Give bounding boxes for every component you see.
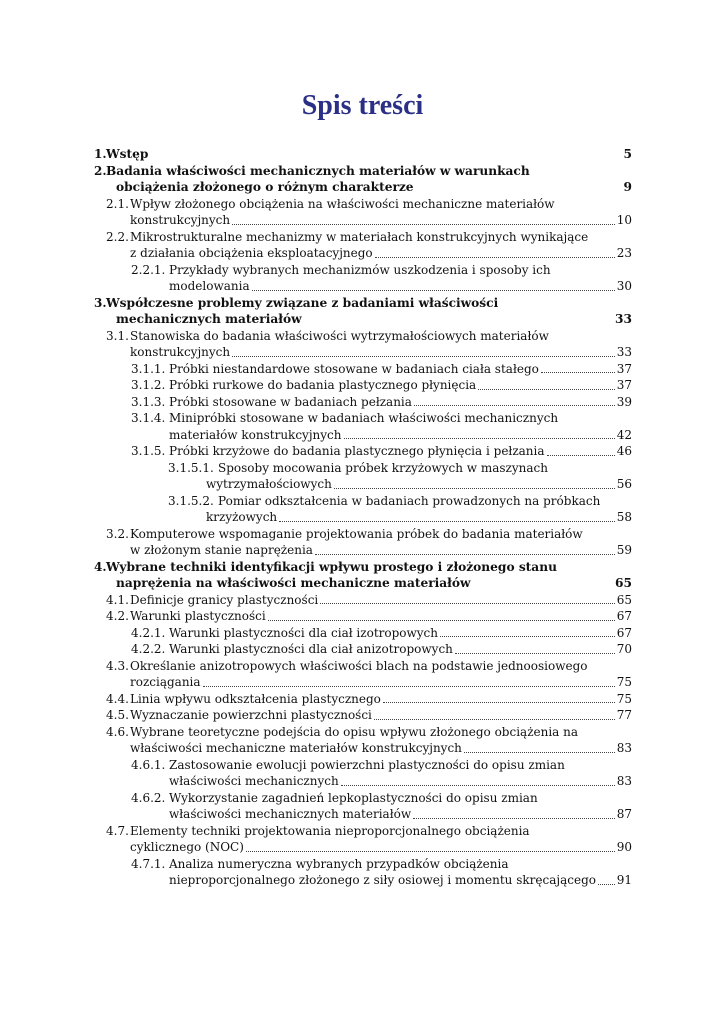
- toc-dot-leader: [541, 371, 615, 373]
- toc-entry-number: 2.1.: [106, 196, 129, 211]
- toc-entry-number: 3.1.3.: [131, 394, 166, 409]
- toc-entry-title: Warunki plastyczności: [130, 609, 266, 623]
- toc-entry-number: 3.1.2.: [131, 378, 166, 392]
- toc-dot-leader: [344, 437, 615, 439]
- toc-page-number: 75: [616, 675, 632, 689]
- toc-page-number: 37: [616, 378, 632, 392]
- toc-page-number: 83: [616, 741, 632, 755]
- toc-entry-title: z działania obciążenia eksploatacyjnego: [130, 246, 373, 260]
- toc-entry: [94, 823, 632, 856]
- toc-entry-title: Wpływ złożonego obciążenia na właściwości mechaniczne materiałów: [130, 196, 555, 211]
- toc-dot-leader: [598, 883, 615, 885]
- toc-entry: [94, 724, 632, 757]
- toc-entry-number: 3.1.: [106, 328, 129, 343]
- toc-entry-title: Wybrane techniki identyfikacji wpływu prostego i złożonego stanu: [106, 559, 557, 574]
- toc-page-number: 46: [616, 444, 632, 458]
- toc-entry-title: Wyznaczanie powierzchni plastyczności: [130, 708, 372, 722]
- toc-entry: [94, 526, 632, 559]
- toc-entry: [94, 592, 632, 609]
- toc-page-number: 87: [616, 807, 632, 821]
- toc-dot-leader: [246, 850, 615, 852]
- toc-dot-leader: [341, 784, 615, 786]
- toc-entry: [94, 856, 632, 889]
- toc-dot-leader: [232, 223, 615, 225]
- toc-entry: [94, 460, 632, 493]
- toc-dot-leader: [383, 701, 615, 703]
- toc-dot-leader: [440, 635, 615, 637]
- toc-entry-title: Wykorzystanie zagadnień lepkoplastyczności do opisu zmian: [169, 790, 538, 805]
- toc-entry-title: konstrukcyjnych: [130, 345, 231, 359]
- toc-entry-title: Pomiar odkształcenia w badaniach prowadzonych na próbkach: [218, 493, 601, 508]
- toc-entry: [94, 196, 632, 229]
- toc-page-number: 42: [616, 427, 632, 442]
- toc-page-number: 83: [616, 774, 632, 788]
- toc-dot-leader: [455, 652, 615, 654]
- toc-page-number: 33: [615, 312, 632, 326]
- toc-page-number: 56: [616, 477, 632, 491]
- toc-dot-leader: [320, 602, 614, 604]
- toc-entry: [94, 493, 632, 526]
- toc-page-number: 5: [623, 147, 632, 161]
- toc-entry: [94, 608, 632, 625]
- toc-entry-title: Próbki krzyżowe do badania plastycznego płynięcia i pełzania: [169, 444, 545, 458]
- toc-page-number: 30: [616, 279, 632, 293]
- toc-entry-title: Próbki niestandardowe stosowane w badaniach ciała stałego: [169, 361, 539, 376]
- toc-entry: [94, 757, 632, 790]
- toc-page-number: 91: [616, 873, 632, 887]
- toc-entry: [94, 295, 632, 328]
- toc-dot-leader: [203, 685, 615, 687]
- toc-page-number: 37: [616, 361, 632, 376]
- toc-entry-title: konstrukcyjnych: [130, 213, 231, 227]
- toc-dot-leader: [413, 817, 615, 819]
- toc-entry: [94, 146, 632, 163]
- toc-page-number: 23: [616, 246, 632, 260]
- toc-page-number: 58: [616, 510, 632, 524]
- toc-entry-title: Badania właściwości mechanicznych materiałów w warunkach: [106, 163, 530, 178]
- toc-dot-leader: [268, 619, 615, 621]
- toc-entry-number: 4.6.: [106, 724, 129, 739]
- toc-entry-title: Mikrostrukturalne mechanizmy w materiałach konstrukcyjnych wynikające: [130, 229, 589, 244]
- toc-entry-title: Wstęp: [106, 147, 149, 161]
- toc-entry-title: obciążenia złożonego o różnym charakterze: [116, 180, 414, 194]
- toc-entry-title: krzyżowych: [206, 510, 278, 524]
- toc-page-number: 77: [616, 708, 632, 722]
- toc-entry: [94, 691, 632, 708]
- toc-entry-title: Analiza numeryczna wybranych przypadków obciążenia: [169, 856, 509, 871]
- toc-entry-number: 4.7.1.: [131, 856, 166, 871]
- toc-page-number: 67: [616, 625, 632, 640]
- table-of-contents: [94, 146, 632, 889]
- toc-entry-title: wytrzymałościowych: [206, 477, 332, 491]
- toc-entry-number: 2.2.1.: [131, 262, 166, 277]
- toc-dot-leader: [279, 520, 615, 522]
- toc-entry-title: właściwości mechanicznych: [169, 774, 339, 788]
- toc-entry-title: Warunki plastyczności dla ciał anizotropowych: [169, 642, 453, 656]
- toc-page-number: 33: [616, 345, 632, 359]
- toc-entry-number: 4.3.: [106, 658, 129, 673]
- toc-entry-number: 4.4.: [106, 691, 129, 706]
- toc-entry-number: 3.1.1.: [131, 361, 166, 376]
- page-title: Spis treści: [301, 90, 424, 121]
- toc-entry-number: 4.5.: [106, 708, 129, 722]
- toc-page-number: 9: [623, 180, 632, 194]
- toc-entry: [94, 262, 632, 295]
- toc-entry-number: 3.1.5.2.: [168, 493, 214, 508]
- toc-entry-number: 4.2.1.: [131, 625, 166, 640]
- toc-entry: [94, 790, 632, 823]
- toc-entry-title: Wybrane teoretyczne podejścia do opisu wpływu złożonego obciążenia na: [130, 724, 579, 739]
- toc-dot-leader: [334, 487, 615, 489]
- toc-entry-title: Definicje granicy plastyczności: [130, 592, 319, 607]
- toc-entry-title: Zastosowanie ewolucji powierzchni plastyczności do opisu zmian: [169, 757, 565, 772]
- toc-dot-leader: [232, 355, 615, 357]
- toc-entry-title: mechanicznych materiałów: [116, 312, 302, 326]
- toc-entry-title: nieproporcjonalnego złożonego z siły osiowej i momentu skręcającego: [169, 873, 596, 887]
- toc-entry: [94, 229, 632, 262]
- toc-entry-title: Sposoby mocowania próbek krzyżowych w maszynach: [218, 460, 548, 475]
- toc-page-number: 65: [616, 592, 632, 607]
- toc-page-number: 10: [616, 213, 632, 227]
- toc-entry: [94, 443, 632, 460]
- toc-entry-number: 2.: [94, 163, 107, 178]
- toc-dot-leader: [547, 454, 615, 456]
- toc-entry-number: 4.2.2.: [131, 642, 166, 656]
- toc-entry: [94, 377, 632, 394]
- toc-entry-title: cyklicznego (NOC): [130, 840, 244, 854]
- toc-entry: [94, 394, 632, 411]
- toc-entry: [94, 625, 632, 642]
- toc-entry-number: 4.6.2.: [131, 790, 166, 805]
- toc-entry: [94, 658, 632, 691]
- toc-entry-title: Współczesne problemy związane z badaniami właściwości: [106, 295, 499, 310]
- toc-entry-title: w złożonym stanie naprężenia: [130, 543, 313, 557]
- toc-entry-number: 4.7.: [106, 823, 129, 838]
- toc-entry-title: Komputerowe wspomaganie projektowania próbek do badania materiałów: [130, 526, 583, 541]
- toc-entry: [94, 328, 632, 361]
- toc-entry-title: Elementy techniki projektowania nieproporcjonalnego obciążenia: [130, 823, 530, 838]
- toc-page-number: 70: [616, 642, 632, 656]
- toc-dot-leader: [414, 404, 615, 406]
- toc-entry-number: 3.: [94, 295, 107, 310]
- toc-entry-title: rozciągania: [130, 675, 201, 689]
- toc-entry-number: 4.: [94, 559, 107, 574]
- toc-page-number: 75: [616, 691, 632, 706]
- toc-entry: [94, 641, 632, 658]
- toc-entry-number: 3.1.5.1.: [168, 460, 214, 475]
- toc-dot-leader: [478, 388, 615, 390]
- toc-entry-number: 4.1.: [106, 592, 129, 607]
- toc-page-number: 90: [616, 840, 632, 854]
- toc-entry-number: 4.2.: [106, 609, 129, 623]
- toc-entry-title: naprężenia na właściwości mechaniczne materiałów: [116, 576, 471, 590]
- toc-entry-title: Linia wpływu odkształcenia plastycznego: [130, 691, 381, 706]
- toc-entry-number: 3.1.4.: [131, 411, 166, 425]
- toc-entry-title: materiałów konstrukcyjnych: [169, 427, 342, 442]
- toc-page-number: 59: [616, 543, 632, 557]
- toc-entry-number: 3.1.5.: [131, 444, 166, 458]
- toc-entry-title: Próbki rurkowe do badania plastycznego płynięcia: [169, 378, 477, 392]
- toc-entry-title: Przykłady wybranych mechanizmów uszkodzenia i sposoby ich: [169, 262, 551, 277]
- toc-dot-leader: [252, 289, 615, 291]
- toc-page-number: 65: [615, 576, 632, 590]
- toc-page-number: 67: [616, 609, 632, 623]
- toc-entry-title: Minipróbki stosowane w badaniach właściwości mechanicznych: [169, 411, 559, 425]
- toc-entry-title: Warunki plastyczności dla ciał izotropowych: [169, 625, 439, 640]
- toc-dot-leader: [374, 718, 615, 720]
- toc-entry: [94, 559, 632, 592]
- toc-page-number: 39: [616, 394, 632, 409]
- toc-entry-title: modelowania: [169, 279, 250, 293]
- toc-entry: [94, 707, 632, 724]
- toc-entry-title: właściwości mechaniczne materiałów konstrukcyjnych: [130, 741, 462, 755]
- toc-entry-title: Określanie anizotropowych właściwości blach na podstawie jednoosiowego: [130, 658, 588, 673]
- toc-entry-title: Stanowiska do badania właściwości wytrzymałościowych materiałów: [130, 328, 549, 343]
- toc-entry-number: 3.2.: [106, 526, 129, 541]
- toc-dot-leader: [315, 553, 615, 555]
- toc-entry-number: 2.2.: [106, 229, 129, 244]
- toc-entry: [94, 163, 632, 196]
- toc-entry-title: Próbki stosowane w badaniach pełzania: [169, 394, 412, 409]
- toc-dot-leader: [375, 256, 615, 258]
- toc-entry-number: 1.: [94, 147, 107, 161]
- toc-entry: [94, 410, 632, 443]
- toc-entry-number: 4.6.1.: [131, 757, 166, 772]
- toc-entry-title: właściwości mechanicznych materiałów: [169, 807, 412, 821]
- toc-dot-leader: [464, 751, 615, 753]
- toc-entry: [94, 361, 632, 378]
